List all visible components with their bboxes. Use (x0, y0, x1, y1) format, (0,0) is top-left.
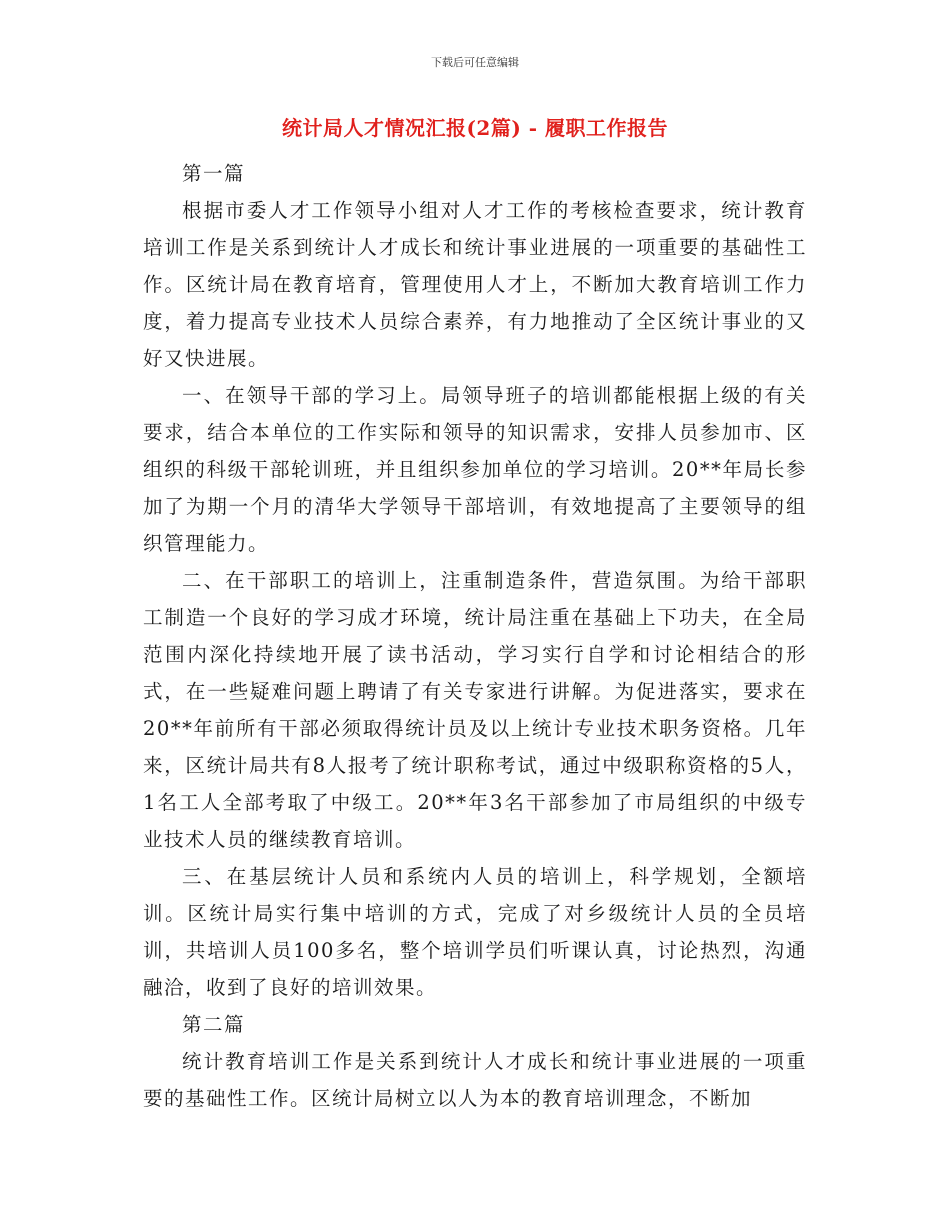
paragraph: 一、在领导干部的学习上。局领导班子的培训都能根据上级的有关要求，结合本单位的工作实际和领导的知识需求，安排人员参加市、区组织的科级干部轮训班，并且组织参加单位的学习培训。20**年局长参加了为期一个月的清华大学领导干部培训，有效地提高了主要领导的组织管理能力。 (143, 384, 807, 555)
document-body (143, 155, 807, 1117)
paragraph: 根据市委人才工作领导小组对人才工作的考核检查要求，统计教育培训工作是关系到统计人才成长和统计事业进展的一项重要的基础性工作。区统计局在教育培育，管理使用人才上，不断加大教育培训工作力度，着力提高专业技术人员综合素养，有力地推动了全区统计事业的又好又快进展。 (143, 199, 807, 370)
document-title: 统计局人才情况汇报(2篇) - 履职工作报告 (281, 116, 669, 140)
page-header: 下载后可任意编辑 (431, 56, 519, 69)
section-heading-2: 第二篇 (182, 1013, 246, 1036)
paragraph: 二、在干部职工的培训上，注重制造条件，营造氛围。为给干部职工制造一个良好的学习成才环境，统计局注重在基础上下功夫，在全局范围内深化持续地开展了读书活动，学习实行自学和讨论相结合的形式，在一些疑难问题上聘请了有关专家进行讲解。为促进落实，要求在20**年前所有干部必须取得统计员及以上统计专业技术职务资格。几年来，区统计局共有8人报考了统计职称考试，通过中级职称资格的5人，1名工人全部考取了中级工。20**年3名干部参加了市局组织的中级专业技术人员的继续教育培训。 (143, 569, 807, 851)
section-heading-1: 第一篇 (182, 162, 246, 185)
paragraph: 三、在基层统计人员和系统内人员的培训上，科学规划，全额培训。区统计局实行集中培训的方式，完成了对乡级统计人员的全员培训，共培训人员100多名，整个培训学员们听课认真，讨论热烈，沟通融洽，收到了良好的培训效果。 (143, 865, 807, 999)
paragraph: 统计教育培训工作是关系到统计人才成长和统计事业进展的一项重要的基础性工作。区统计局树立以人为本的教育培训理念，不断加 (143, 1050, 807, 1110)
